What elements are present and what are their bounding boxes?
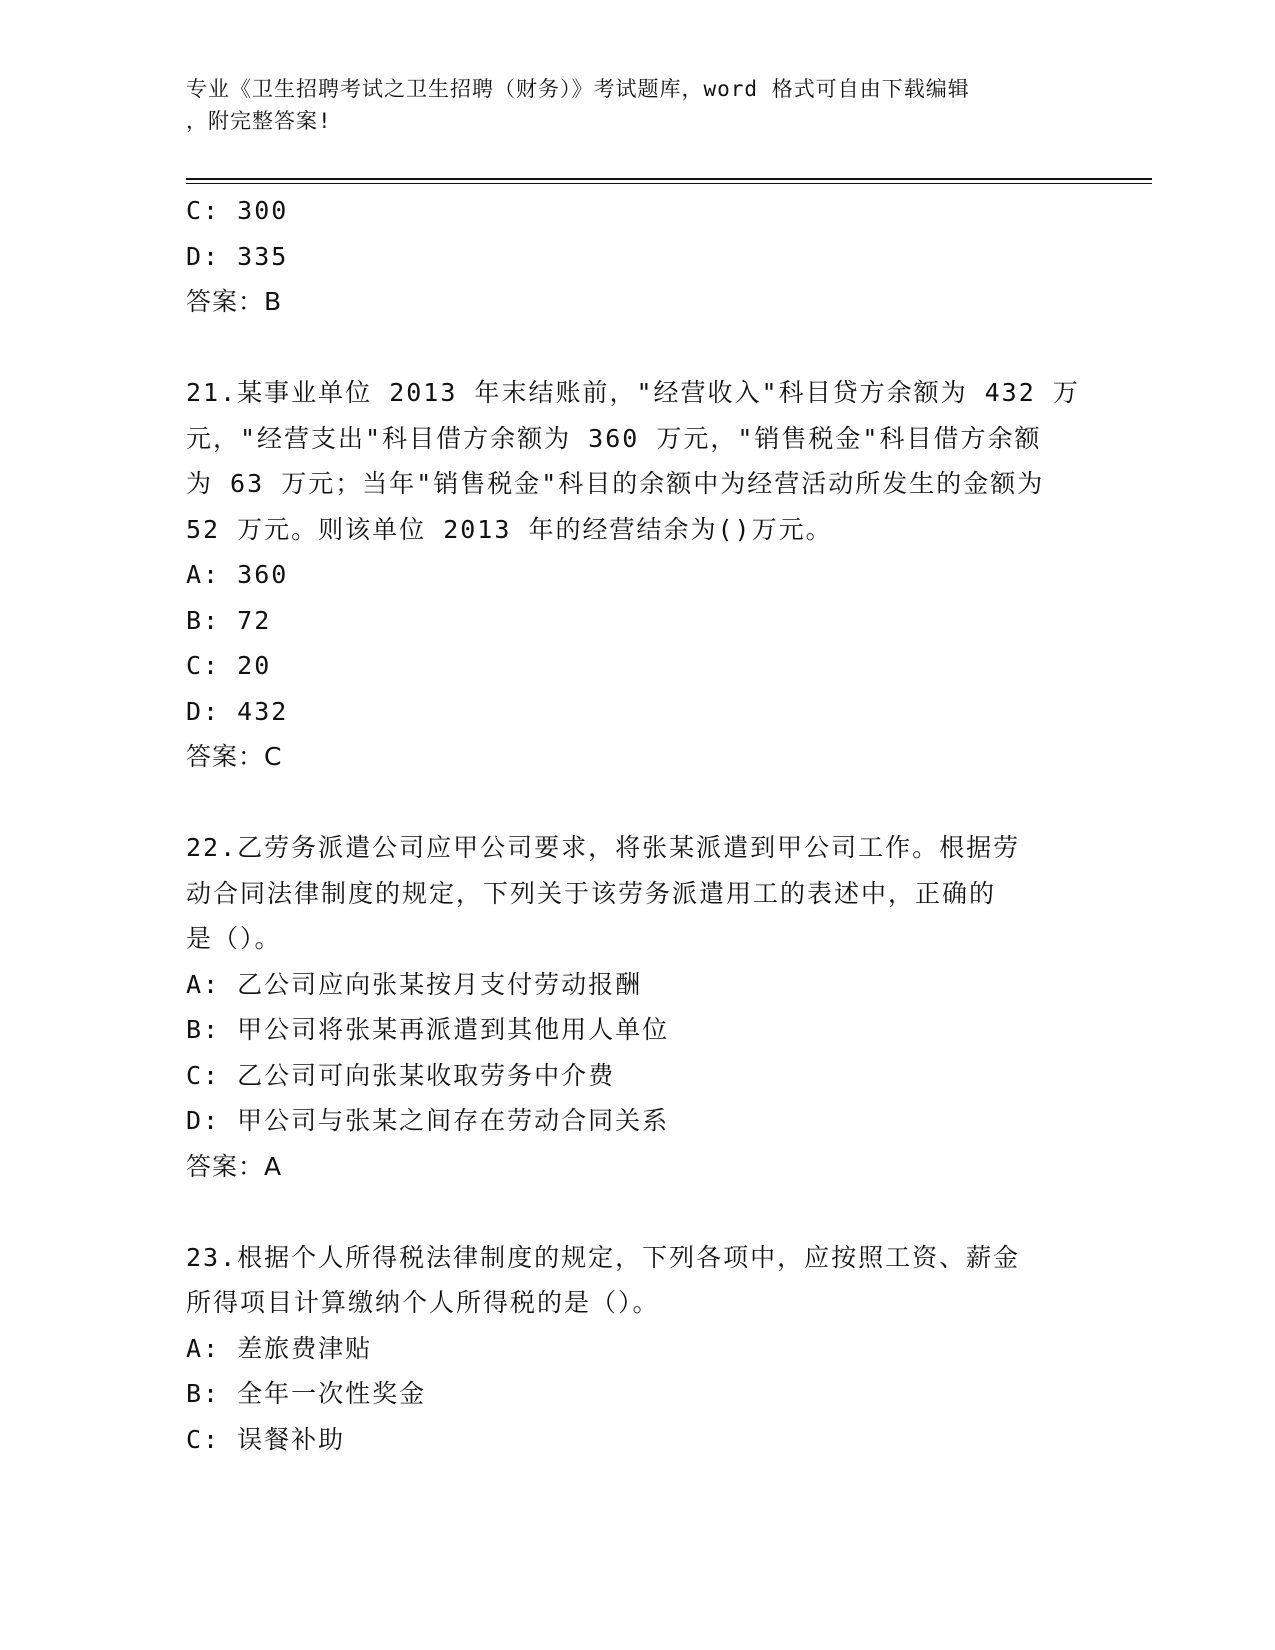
q22-option-b: B: 甲公司将张某再派遣到其他用人单位 xyxy=(186,1015,670,1044)
q22-answer: 答案：A xyxy=(186,1151,283,1181)
document-body xyxy=(186,188,1086,1462)
q22-option-c: C: 乙公司可向张某收取劳务中介费 xyxy=(186,1060,616,1090)
q21-answer: 答案：C xyxy=(186,742,283,771)
q22-option-d: D: 甲公司与张某之间存在劳动合同关系 xyxy=(186,1106,670,1135)
spacer xyxy=(186,325,1086,371)
q22-text-line: 22.乙劳务派遣公司应甲公司要求，将张某派遣到甲公司工作。根据劳 xyxy=(186,833,1021,862)
q21-text-line: 元，"经营支出"科目借方余额为 360 万元，"销售税金"科目借方余额 xyxy=(186,423,1042,453)
page-header xyxy=(186,73,1066,137)
header-rule-thin xyxy=(186,183,1152,184)
q22-text-line: 是（）。 xyxy=(186,924,282,953)
q21-option-b: B: 72 xyxy=(186,605,272,635)
q22-text-line: 动合同法律制度的规定，下列关于该劳务派遣用工的表述中，正确的 xyxy=(186,878,997,908)
q21-text-line: 52 万元。则该单位 2013 年的经营结余为()万元。 xyxy=(186,514,833,544)
q23-option-c: C: 误餐补助 xyxy=(186,1424,346,1454)
q21-text-line: 21.某事业单位 2013 年末结账前，"经营收入"科目贷方余额为 432 万 xyxy=(186,378,1080,407)
prev-option-c: C: 300 xyxy=(186,196,289,225)
q22-option-a: A: 乙公司应向张某按月支付劳动报酬 xyxy=(186,969,643,999)
q21-option-d: D: 432 xyxy=(186,696,289,726)
spacer xyxy=(186,780,1086,826)
spacer xyxy=(186,1189,1086,1235)
q23-text-line: 23.根据个人所得税法律制度的规定，下列各项中，应按照工资、薪金 xyxy=(186,1242,1021,1272)
q21-text-line: 为 63 万元；当年"销售税金"科目的余额中为经营活动所发生的金额为 xyxy=(186,469,1045,498)
q21-option-a: A: 360 xyxy=(186,560,289,589)
q23-text-line: 所得项目计算缴纳个人所得税的是（）。 xyxy=(186,1288,660,1317)
prev-answer: 答案：B xyxy=(186,287,283,316)
q23-option-a: A: 差旅费津贴 xyxy=(186,1333,373,1363)
q21-option-c: C: 20 xyxy=(186,651,272,680)
header-line-1: 专业《卫生招聘考试之卫生招聘（财务）》考试题库，word 格式可自由下载编辑 xyxy=(186,77,970,101)
prev-option-d: D: 335 xyxy=(186,241,289,271)
q23-option-b: B: 全年一次性奖金 xyxy=(186,1379,427,1408)
header-rule-thick xyxy=(186,178,1152,180)
header-line-2: ，附完整答案! xyxy=(186,109,332,133)
